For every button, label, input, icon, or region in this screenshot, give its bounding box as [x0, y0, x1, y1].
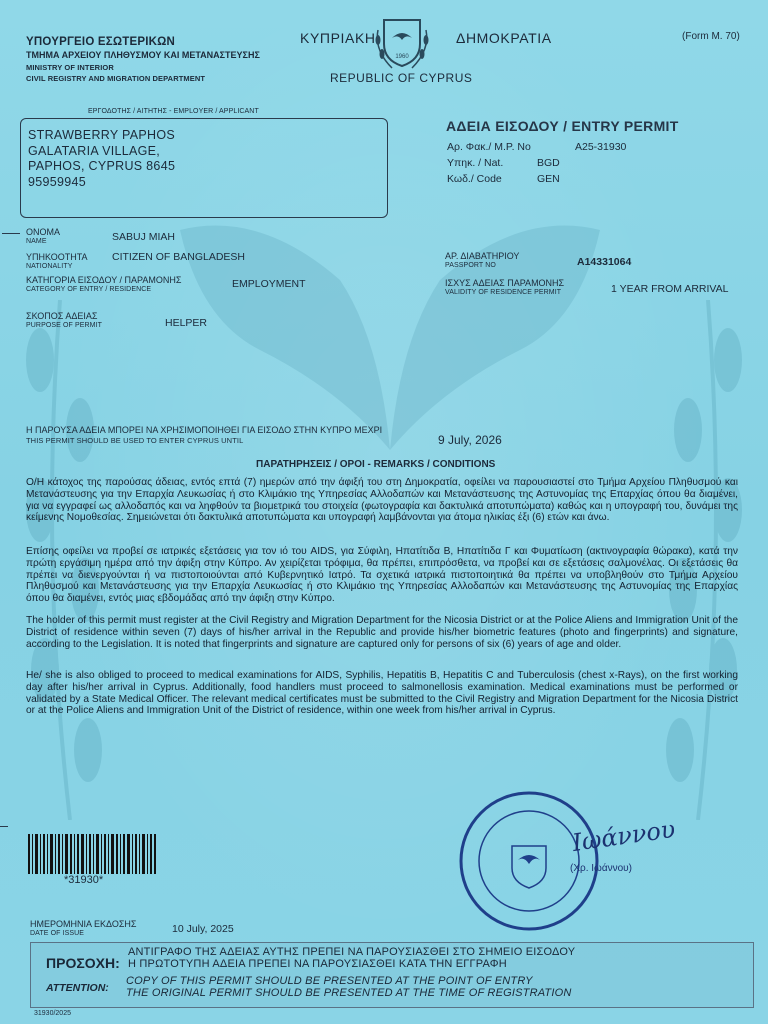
department-english: CIVIL REGISTRY AND MIGRATION DEPARTMENT	[26, 74, 206, 83]
attention-label-greek: ΠΡΟΣΟΧΗ:	[46, 955, 120, 971]
entry-until-english: THIS PERMIT SHOULD BE USED TO ENTER CYPRUS UNTIL	[26, 436, 244, 445]
barcode-number: *31930*	[64, 874, 104, 886]
coat-of-arms-icon	[372, 10, 432, 72]
form-number: (Form M. 70)	[682, 31, 740, 42]
mp-number-value: A25-31930	[575, 141, 627, 153]
issue-date-label-greek: ΗΜΕΡΟΜΗΝΙΑ ΕΚΔΟΣΗΣ	[30, 919, 137, 929]
employer-address-lines	[28, 128, 175, 190]
remarks-paragraph-greek-1: Ο/Η κάτοχος της παρούσας άδειας, εντός επτά (7) ημερών από την άφιξή του στη Δημοκρατία, οφείλει να παρουσιαστεί στο Τμήμα Αρχείου Πληθυσμού και Μετανάστευσης για την Επαρχία Λευκωσίας ή στο Κλιμάκιο της Υπηρεσίας Αλλοδαπών και Μετανάστευσης της Αστυνομίας της Επαρχίας όπου θα διαμένει, για να εγγραφεί ως αλλοδαπός και να ληφθούν τα βιομετρικά του στοιχεία (φωτογραφία και δακτυλικά αποτυπώματα) καθώς και η υπογραφή του, δυνάμει της κείμενης Νομοθεσίας. Σημειώνεται ότι δακτυλικά αποτυπώματα και υπογραφή λαμβάνονται για άτομα ηλικίας έξι (6) ετών και άνω.	[26, 477, 738, 524]
code-label: Κωδ./ Code	[447, 173, 502, 185]
ministry-greek: ΥΠΟΥΡΓΕΙΟ ΕΣΩΤΕΡΙΚΩΝ	[26, 36, 176, 48]
employer-label: ΕΡΓΟΔΟΤΗΣ / ΑΙΤΗΤΗΣ - EMPLOYER / APPLICANT	[88, 108, 259, 115]
remarks-heading: ΠΑΡΑΤΗΡΗΣΕΙΣ / ΟΡΟΙ - REMARKS / CONDITIONS	[256, 459, 496, 470]
code-value: GEN	[537, 173, 560, 185]
category-label-english: CATEGORY OF ENTRY / RESIDENCE	[26, 286, 152, 293]
attention-label-english: ATTENTION:	[46, 982, 109, 994]
employer-line: STRAWBERRY PAPHOS	[28, 128, 176, 142]
signer-name: (Χρ. Ιωάννου)	[570, 863, 632, 874]
attention-text-english-1: COPY OF THIS PERMIT SHOULD BE PRESENTED AT THE POINT OF ENTRY	[126, 975, 533, 987]
passport-label-greek: ΑΡ. ΔΙΑΒΑΤΗΡΙΟΥ	[445, 251, 520, 261]
remarks-paragraph-english-2: He/ she is also obliged to proceed to medical examinations for AIDS, Syphilis, Hepatitis B, Hepatitis C and Tuberculosis (chest x-Rays), on the first working day after his/her arrival in Cyprus. Additionally, food handlers must proceed to salmonellosis examination. Medical examinations must be performed or validated by a State Medical Officer. The relevant medical certificates must be submitted to the Civil Registry and Migration Department for the Nicosia District or at the Police Aliens and Immigration Unit of the District of residence, within one week from his/her arrival in Cyprus.	[26, 670, 738, 717]
validity-label-greek: ΙΣΧΥΣ ΑΔΕΙΑΣ ΠΑΡΑΜΟΝΗΣ	[445, 278, 565, 288]
entry-until-date: 9 July, 2026	[438, 433, 502, 447]
nationality-value: CITIZEN OF BANGLADESH	[112, 251, 246, 263]
country-name-english: REPUBLIC OF CYPRUS	[330, 71, 473, 85]
entry-until-greek: Η ΠΑΡΟΥΣΑ ΑΔΕΙΑ ΜΠΟΡΕΙ ΝΑ ΧΡΗΣΙΜΟΠΟΙΗΘΕΙ ΓΙΑ ΕΙΣΟΔΟ ΣΤΗΝ ΚΥΠΡΟ ΜΕΧΡΙ	[26, 425, 383, 435]
nationality-code-value: BGD	[537, 157, 560, 169]
department-greek: ΤΜΗΜΑ ΑΡΧΕΙΟΥ ΠΛΗΘΥΣΜΟΥ ΚΑΙ ΜΕΤΑΝΑΣΤΕΥΣΗΣ	[26, 50, 260, 60]
purpose-value: HELPER	[165, 317, 208, 329]
purpose-label-greek: ΣΚΟΠΟΣ ΑΔΕΙΑΣ	[26, 311, 98, 321]
svg-text:1960: 1960	[395, 54, 409, 60]
remarks-paragraph-english-1: The holder of this permit must register at the Civil Registry and Migration Department for the Nicosia District or at the Police Aliens and Immigration Unit of the District of residence within seven (7) days of his/her arrival in the Republic and provide his/her biometric features (photo and fingerprints) and signature, according to the Legislation. It is noted that fingerprints and signature are captured only for persons of six (6) years of age and older.	[26, 615, 738, 650]
attention-text-greek-2: Η ΠΡΩΤΟΤΥΠΗ ΑΔΕΙΑ ΠΡΕΠΕΙ ΝΑ ΠΑΡΟΥΣΙΑΣΘΕΙ ΚΑΤΑ ΤΗΝ ΕΓΓΡΑΦΗ	[128, 958, 507, 970]
employer-address-box	[20, 118, 388, 218]
country-name-greek-right: ΔΗΜΟΚΡΑΤΙΑ	[456, 30, 552, 46]
nationality-label-greek: ΥΠΗΚΟΟΤΗΤΑ	[26, 252, 88, 262]
margin-mark	[0, 826, 8, 827]
ministry-english: MINISTRY OF INTERIOR	[26, 63, 114, 72]
issue-date-value: 10 July, 2025	[172, 923, 234, 935]
name-label-english: NAME	[26, 238, 47, 245]
category-label-greek: ΚΑΤΗΓΟΡΙΑ ΕΙΣΟΔΟΥ / ΠΑΡΑΜΟΝΗΣ	[26, 275, 182, 285]
nationality-code-label: Υπηκ. / Nat.	[447, 157, 504, 169]
remarks-paragraph-greek-2: Επίσης οφείλει να προβεί σε ιατρικές εξετάσεις για τον ιό του AIDS, για Σύφιλη, Ηπατίτιδα Β, Ηπατίτιδα Γ και Φυματίωση (ακτινογραφία θώρακα), κατά την πρώτη εργάσιμη ημέρα από την άφιξη στην Κύπρο. Αν χειρίζεται τρόφιμα, θα πρέπει, επιπρόσθετα, να προβεί και σε εξετάσεις σαλμονέλας. Οι εξετάσεις θα πρέπει να διενεργούνται ή να πιστοποιούνται από Κυβερνητικό Ιατρό. Τα σχετικά ιατρικά πιστοποιητικά θα πρέπει να υποβληθούν στο Τμήμα Αρχείου Πληθυσμού και Μετανάστευσης για την Επαρχία Λευκωσίας ή στο Κλιμάκιο της Υπηρεσίας Αλλοδαπών και Μετανάστευσης της Αστυνομίας της Επαρχίας όπου θα διαμένει, εντός μιας εβδομάδας από την άφιξη στην Κύπρο.	[26, 546, 738, 605]
validity-label-english: VALIDITY OF RESIDENCE PERMIT	[445, 289, 562, 296]
employer-line: 95959945	[28, 174, 87, 189]
employer-line: PAPHOS, CYPRUS 8645	[28, 159, 176, 173]
passport-value: A14331064	[577, 256, 632, 268]
barcode-icon	[28, 834, 156, 874]
mp-number-label: Αρ. Φακ./ M.P. No	[447, 141, 531, 153]
margin-mark	[2, 233, 20, 234]
employer-line: GALATARIA VILLAGE,	[28, 143, 161, 158]
passport-label-english: PASSPORT NO	[445, 262, 496, 269]
attention-text-greek-1: ΑΝΤΙΓΡΑΦΟ ΤΗΣ ΑΔΕΙΑΣ ΑΥΤΗΣ ΠΡΕΠΕΙ ΝΑ ΠΑΡΟΥΣΙΑΣΘΕΙ ΣΤΟ ΣΗΜΕΙΟ ΕΙΣΟΔΟΥ	[128, 946, 576, 958]
validity-value: 1 YEAR FROM ARRIVAL	[611, 283, 729, 295]
name-value: SABUJ MIAH	[112, 231, 176, 243]
official-stamp-icon	[454, 786, 604, 936]
country-name-greek-left: ΚΥΠΡΙΑΚΗ	[300, 30, 376, 46]
name-label-greek: ΟΝΟΜΑ	[26, 227, 61, 237]
signature: Ιωάννου	[570, 814, 677, 858]
permit-title: ΑΔΕΙΑ ΕΙΣΟΔΟΥ / ENTRY PERMIT	[446, 118, 679, 134]
nationality-label-english: NATIONALITY	[26, 263, 73, 270]
attention-text-english-2: THE ORIGINAL PERMIT SHOULD BE PRESENTED AT THE TIME OF REGISTRATION	[126, 987, 572, 999]
footer-reference: 31930/2025	[34, 1010, 71, 1017]
issue-date-label-english: DATE OF ISSUE	[30, 930, 85, 937]
category-value: EMPLOYMENT	[232, 278, 306, 290]
purpose-label-english: PURPOSE OF PERMIT	[26, 322, 102, 329]
